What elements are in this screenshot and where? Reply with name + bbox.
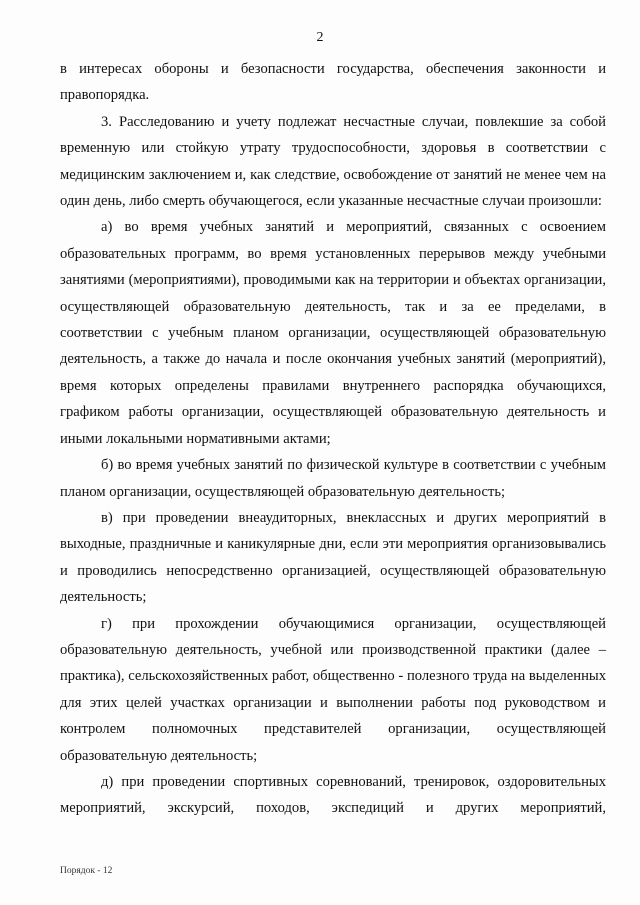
paragraph-subitem-d: д) при проведении спортивных соревнований, тренировок, оздоровительных мероприятий, экскурсий, походов, экспедиций и других мероприятий, (60, 773, 606, 817)
paragraph-continuation: в интересах обороны и безопасности государства, обеспечения законности и правопорядка. (60, 61, 606, 104)
paragraph-item-3: 3. Расследованию и учету подлежат несчастные случаи, повлекшие за собой временную или стойкую утрату трудоспособности, здоровья в соответствии с медицинским заключением и, как следствие, освобождение от занятий не менее чем на один день, либо смерть обучающегося, если указанные несчастные случаи произошли: (60, 113, 606, 210)
paragraph-subitem-g: г) при прохождении обучающимися организации, осуществляющей образовательную деятельность, учебной или производственной практики (далее – практика), сельскохозяйственных работ, общественно - полезного труда на выделенных для этих целей участках организации и выполнении работы под руководством и контролем полномочных представителей организации, осуществляющей образовательную деятельность; (60, 615, 606, 764)
document-body (60, 56, 606, 822)
paragraph-subitem-v: в) при проведении внеаудиторных, внеклассных и других мероприятий в выходные, праздничные и каникулярные дни, если эти мероприятия организовывались и проводились непосредственно организацией, осуществляющей образовательную деятельность; (60, 509, 606, 606)
paragraph-subitem-b: б) во время учебных занятий по физической культуре в соответствии с учебным планом организации, осуществляющей образовательную деятельность; (60, 457, 606, 500)
page-number: 2 (316, 30, 324, 45)
paragraph-subitem-a: а) во время учебных занятий и мероприятий, связанных с освоением образовательных программ, во время установленных перерывов между учебными занятиями (мероприятиями), проводимыми как на территории и объектах организации, осуществляющей образовательную деятельность, так и за ее пределами, в соответствии с учебным планом организации, осуществляющей образовательную деятельность, а также до начала и после окончания учебных занятий (мероприятий), время которых определены правилами внутреннего распорядка обучающихся, графиком работы организации, осуществляющей образовательную деятельность и иными локальными нормативными актами; (60, 219, 606, 447)
footer-label: Порядок - 12 (60, 866, 113, 876)
